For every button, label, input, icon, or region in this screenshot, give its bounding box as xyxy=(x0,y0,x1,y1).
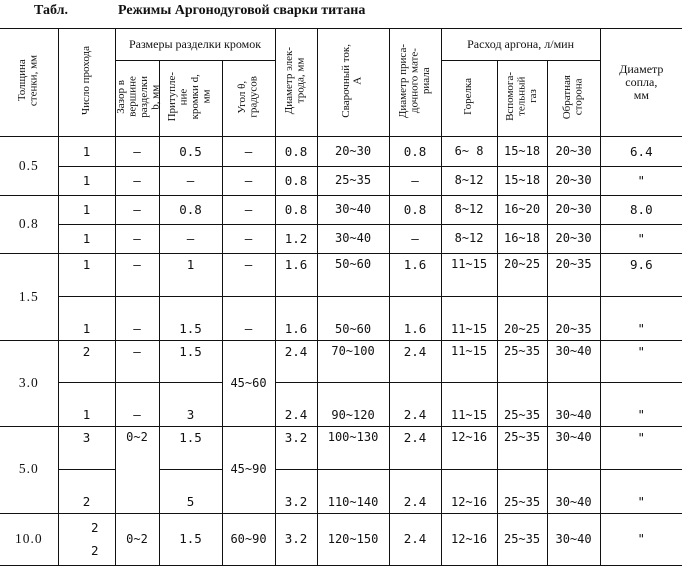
cell-back: 30~40 xyxy=(547,426,600,469)
cell-passes: 1 xyxy=(58,383,115,426)
cell-nozzle: " xyxy=(600,225,682,254)
cell-nozzle: 8.0 xyxy=(600,196,682,225)
cell-back: 30~40 xyxy=(547,383,600,426)
cell-nozzle: " xyxy=(600,426,682,469)
header-groove-dimensions: Размеры разделки кромок xyxy=(115,29,275,60)
cell-angle: — xyxy=(222,137,275,167)
cell-filler: 2.4 xyxy=(389,513,441,565)
cell-angle: — xyxy=(222,225,275,254)
cell-back: 20~30 xyxy=(547,196,600,225)
header-electrode-diameter: Диаметр элек- трода, мм xyxy=(275,29,317,137)
cell-blunt: 0.5 xyxy=(159,137,222,167)
cell-nozzle: " xyxy=(600,513,682,565)
header-thickness: Толщина стенки, мм xyxy=(0,29,58,137)
cell-passes: 1 xyxy=(58,167,115,196)
cell-gap: 0~2 xyxy=(115,426,159,513)
cell-blunt: 1 xyxy=(159,254,222,297)
cell-electrode: 1.6 xyxy=(275,254,317,297)
cell-gap: — xyxy=(115,167,159,196)
cell-aux: 15~18 xyxy=(497,137,547,167)
cell-blunt: 3 xyxy=(159,383,222,426)
cell-torch: 8~12 xyxy=(441,225,497,254)
cell-angle: — xyxy=(222,196,275,225)
cell-back: 20~35 xyxy=(547,254,600,297)
cell-gap: — xyxy=(115,196,159,225)
cell-blunt: — xyxy=(159,167,222,196)
cell-current: 90~120 xyxy=(317,383,389,426)
cell-passes: 1 xyxy=(58,254,115,297)
cell-gap: — xyxy=(115,254,159,297)
cell-current: 25~35 xyxy=(317,167,389,196)
cell-passes xyxy=(58,513,115,565)
header-argon-flow: Расход аргона, л/мин xyxy=(441,29,600,60)
cell-torch: 11~15 xyxy=(441,254,497,297)
cell-aux: 25~35 xyxy=(497,470,547,513)
cell-passes: 3 xyxy=(58,426,115,469)
cell-torch: 8~12 xyxy=(441,167,497,196)
header-gap: Зазор в вершине разделки b, мм xyxy=(115,60,159,137)
cell-aux: 16~18 xyxy=(497,225,547,254)
cell-electrode: 2.4 xyxy=(275,340,317,382)
cell-electrode: 0.8 xyxy=(275,196,317,225)
cell-passes: 2 xyxy=(58,340,115,382)
cell-filler: 2.4 xyxy=(389,426,441,469)
cell-filler: 0.8 xyxy=(389,196,441,225)
cell-aux: 16~20 xyxy=(497,196,547,225)
cell-nozzle: 6.4 xyxy=(600,137,682,167)
cell-nozzle: " xyxy=(600,297,682,340)
cell-back: 20~35 xyxy=(547,297,600,340)
cell-gap: — xyxy=(115,340,159,382)
cell-nozzle: " xyxy=(600,470,682,513)
cell-torch: 8~12 xyxy=(441,196,497,225)
cell-blunt: 5 xyxy=(159,470,222,513)
cell-pass-value: 2 xyxy=(90,543,99,559)
cell-blunt: 1.5 xyxy=(159,340,222,382)
cell-current: 50~60 xyxy=(317,254,389,297)
cell-torch: 11~15 xyxy=(441,383,497,426)
cell-gap: 0~2 xyxy=(115,513,159,565)
cell-passes: 1 xyxy=(58,225,115,254)
cell-aux: 25~35 xyxy=(497,513,547,565)
header-welding-current: Сварочный ток, A xyxy=(317,29,389,137)
cell-filler: — xyxy=(389,225,441,254)
cell-angle: 45~60 xyxy=(222,340,275,426)
cell-blunt: 1.5 xyxy=(159,297,222,340)
cell-blunt: — xyxy=(159,225,222,254)
cell-electrode: 0.8 xyxy=(275,167,317,196)
cell-blunt: 0.8 xyxy=(159,196,222,225)
cell-back: 30~40 xyxy=(547,470,600,513)
cell-nozzle: " xyxy=(600,383,682,426)
cell-current: 30~40 xyxy=(317,225,389,254)
cell-current: 30~40 xyxy=(317,196,389,225)
cell-torch: 6~ 8 xyxy=(441,137,497,167)
cell-current: 110~140 xyxy=(317,470,389,513)
cell-back: 30~40 xyxy=(547,340,600,382)
cell-thickness: 0.5 xyxy=(0,137,58,196)
cell-passes: 1 xyxy=(58,297,115,340)
header-passes: Число прохода xyxy=(58,29,115,137)
cell-current: 120~150 xyxy=(317,513,389,565)
cell-electrode: 2.4 xyxy=(275,383,317,426)
cell-aux: 25~35 xyxy=(497,426,547,469)
cell-thickness: 0.8 xyxy=(0,196,58,254)
cell-angle: 45~90 xyxy=(222,426,275,513)
cell-back: 30~40 xyxy=(547,513,600,565)
cell-nozzle: " xyxy=(600,167,682,196)
cell-aux: 20~25 xyxy=(497,297,547,340)
cell-filler: 2.4 xyxy=(389,340,441,382)
cell-filler: 1.6 xyxy=(389,297,441,340)
welding-modes-table xyxy=(0,28,682,566)
cell-angle: — xyxy=(222,254,275,297)
cell-angle: — xyxy=(222,167,275,196)
cell-electrode: 0.8 xyxy=(275,137,317,167)
cell-aux: 15~18 xyxy=(497,167,547,196)
cell-torch: 12~16 xyxy=(441,513,497,565)
cell-passes: 2 xyxy=(58,470,115,513)
cell-electrode: 3.2 xyxy=(275,426,317,469)
cell-aux: 25~35 xyxy=(497,340,547,382)
table-title: Режимы Аргонодуговой сварки титана xyxy=(118,3,366,18)
table-number: Табл. xyxy=(34,3,68,18)
cell-gap: — xyxy=(115,297,159,340)
cell-filler: 1.6 xyxy=(389,254,441,297)
cell-electrode: 3.2 xyxy=(275,513,317,565)
cell-torch: 12~16 xyxy=(441,426,497,469)
cell-angle: 60~90 xyxy=(222,513,275,565)
cell-current: 50~60 xyxy=(317,297,389,340)
cell-thickness: 5.0 xyxy=(0,426,58,513)
header-blunt: Притупле- ние кромки d, мм xyxy=(159,60,222,137)
header-filler-diameter: Диаметр приса- дочного мате- риала xyxy=(389,29,441,137)
cell-blunt: 1.5 xyxy=(159,426,222,469)
cell-filler: 0.8 xyxy=(389,137,441,167)
cell-filler: 2.4 xyxy=(389,470,441,513)
cell-thickness: 3.0 xyxy=(0,340,58,426)
cell-electrode: 3.2 xyxy=(275,470,317,513)
cell-nozzle: " xyxy=(600,340,682,382)
cell-aux: 25~35 xyxy=(497,383,547,426)
cell-nozzle: 9.6 xyxy=(600,254,682,297)
cell-passes: 1 xyxy=(58,196,115,225)
header-angle: Угол θ, градусов xyxy=(222,60,275,137)
cell-aux: 20~25 xyxy=(497,254,547,297)
cell-current: 70~100 xyxy=(317,340,389,382)
header-aux-gas: Вспомога- тельный газ xyxy=(497,60,547,137)
cell-back: 20~30 xyxy=(547,225,600,254)
cell-angle: — xyxy=(222,297,275,340)
cell-current: 20~30 xyxy=(317,137,389,167)
cell-thickness: 10.0 xyxy=(0,513,58,565)
cell-filler: — xyxy=(389,167,441,196)
cell-gap: — xyxy=(115,137,159,167)
header-back-side: Обратная сторона xyxy=(547,60,600,137)
cell-electrode: 1.6 xyxy=(275,297,317,340)
cell-back: 20~30 xyxy=(547,137,600,167)
cell-electrode: 1.2 xyxy=(275,225,317,254)
cell-passes: 1 xyxy=(58,137,115,167)
cell-thickness: 1.5 xyxy=(0,254,58,341)
cell-torch: 12~16 xyxy=(441,470,497,513)
header-nozzle-diameter: Диаметр сопла, мм xyxy=(600,29,682,137)
cell-current: 100~130 xyxy=(317,426,389,469)
cell-pass-value: 2 xyxy=(90,519,99,535)
cell-torch: 11~15 xyxy=(441,297,497,340)
cell-filler: 2.4 xyxy=(389,383,441,426)
cell-torch: 11~15 xyxy=(441,340,497,382)
cell-blunt: 1.5 xyxy=(159,513,222,565)
cell-back: 20~30 xyxy=(547,167,600,196)
header-torch: Горелка xyxy=(441,60,497,137)
cell-gap: — xyxy=(115,225,159,254)
cell-gap: — xyxy=(115,383,159,426)
